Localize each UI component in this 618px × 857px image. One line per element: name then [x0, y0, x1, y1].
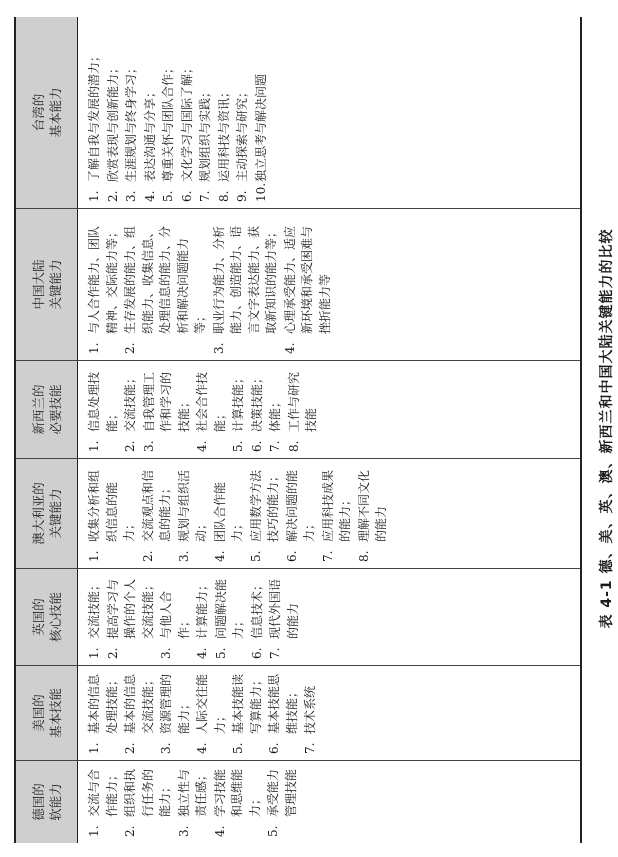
- item-text: 工作与研究技能: [286, 371, 318, 432]
- item-number: 9.: [235, 190, 249, 202]
- item-text: 独立性与责任感；: [176, 768, 208, 817]
- column-header-line: 澳大利亚的: [30, 482, 46, 545]
- item-text: 组织和执行任务的能力；: [123, 768, 172, 817]
- item-text: 理解不同文化的能力: [356, 469, 388, 542]
- list-item: [248, 465, 283, 562]
- list-item: [176, 767, 211, 837]
- item-number: 6.: [249, 440, 264, 452]
- column-header-text: [30, 688, 64, 738]
- item-text: 现代外国语的能力: [268, 578, 300, 639]
- list-item: [213, 575, 248, 659]
- item-number: 5.: [248, 550, 263, 562]
- column-header-line: 关键能力: [47, 488, 63, 539]
- item-number: 6.: [284, 550, 299, 562]
- column-header: [16, 209, 78, 360]
- item-number: 1.: [87, 742, 101, 754]
- column-header-line: 软能力: [47, 783, 63, 821]
- item-number: 4.: [282, 342, 297, 354]
- list-item: [212, 465, 247, 562]
- list-item: [265, 767, 300, 837]
- item-number: 1.: [87, 647, 101, 659]
- column-header: [16, 459, 78, 568]
- list-item: [356, 465, 391, 562]
- item-text: 交流观点和信息的能力；: [140, 469, 172, 542]
- list-item: [212, 767, 265, 837]
- item-number: 2.: [140, 550, 155, 562]
- column-header-line: 台湾的: [30, 93, 46, 132]
- column-header-line: 必要技能: [47, 384, 63, 435]
- item-number: 3.: [159, 647, 173, 659]
- item-number: 3.: [176, 550, 191, 562]
- item-number: 1.: [87, 550, 101, 562]
- list-item: [302, 672, 320, 754]
- table-column: [16, 17, 580, 209]
- list-item: [194, 575, 212, 659]
- item-number: 7.: [268, 440, 282, 452]
- table-caption: 表 4-1 德、美、英、澳、新西兰和中国大陆关键能力的比较: [599, 228, 615, 629]
- list-item: [140, 465, 175, 562]
- item-number: 2.: [105, 647, 120, 659]
- item-text: 学习技能和思维能力；: [212, 768, 262, 817]
- item-text: 生涯规划与终身学习；: [124, 61, 138, 182]
- column-header-text: [30, 783, 64, 821]
- list-item: [320, 465, 355, 562]
- item-number: 2.: [123, 742, 137, 754]
- list-item: [122, 215, 210, 354]
- item-number: 3.: [176, 825, 191, 837]
- list-item: [234, 23, 252, 202]
- list-item: [122, 367, 140, 452]
- list-item: [249, 367, 267, 452]
- item-number: 1.: [87, 825, 101, 837]
- list-item: [86, 672, 121, 754]
- item-number: 8.: [286, 440, 301, 452]
- item-text: 人际交往能力；: [195, 673, 227, 734]
- item-number: 6.: [249, 647, 264, 659]
- item-number: 3.: [124, 190, 138, 202]
- column-header-line: 基本能力: [47, 87, 63, 138]
- item-number: 4.: [212, 825, 227, 837]
- item-number: 6.: [267, 742, 281, 754]
- item-number: 4.: [195, 742, 209, 754]
- item-text: 自我管理工作和学习的技能；: [141, 371, 191, 432]
- item-number: 6.: [179, 190, 194, 202]
- item-text: 职业行为能力、分析能力、创造能力、语言文字表达能力、获取新知识的能力等；: [211, 225, 278, 334]
- comparison-table: [14, 17, 582, 843]
- table-column: [16, 361, 580, 459]
- column-header-text: [30, 88, 64, 138]
- item-number: 5.: [161, 190, 175, 202]
- list-item: [266, 672, 301, 754]
- table-column: [16, 761, 580, 843]
- list-item: [86, 575, 104, 659]
- list-item: [216, 23, 234, 202]
- list-item: [253, 23, 271, 202]
- item-number: 3.: [141, 440, 156, 452]
- column-header: [16, 17, 78, 208]
- table-column: [16, 209, 580, 361]
- item-text: 承受能力管理技能: [266, 768, 298, 817]
- item-number: 2.: [123, 440, 137, 452]
- list-item: [194, 672, 229, 754]
- column-body: [78, 361, 580, 458]
- list-item: [179, 23, 197, 202]
- item-text: 交流技能；: [87, 578, 101, 639]
- column-body: [78, 459, 580, 568]
- list-item: [230, 672, 265, 754]
- column-body: [78, 666, 580, 760]
- item-number: 1.: [87, 440, 101, 452]
- item-text: 技术系统: [303, 685, 317, 734]
- item-text: 基本的信息交流技能；: [123, 673, 155, 734]
- item-number: 5.: [266, 825, 280, 837]
- list-item: [267, 575, 302, 659]
- item-text: 与他人合作；: [159, 590, 191, 639]
- item-text: 应用科技成果的能力；: [320, 469, 352, 542]
- list-item: [86, 767, 121, 837]
- list-item: [160, 23, 178, 202]
- column-header-line: 基本技能: [47, 688, 63, 739]
- item-text: 资源管理的能力；: [159, 673, 191, 734]
- item-text: 计算技能；: [231, 371, 245, 432]
- column-header-line: 中国大陆: [30, 259, 46, 310]
- column-header-text: [30, 482, 64, 545]
- item-text: 收集分析和组织信息的能力；: [87, 469, 136, 542]
- item-number: 2.: [105, 190, 120, 202]
- item-number: 7.: [198, 190, 212, 202]
- item-text: 生存发展的能力、组织能力、收集信息、处理信息的能力、分析和解决问题能力等；: [123, 225, 207, 334]
- column-body: [78, 17, 580, 208]
- list-item: [249, 575, 267, 659]
- column-body: [78, 761, 580, 843]
- item-number: 7.: [320, 550, 335, 562]
- list-item: [197, 23, 215, 202]
- item-number: 8.: [216, 190, 231, 202]
- item-number: 2.: [123, 825, 137, 837]
- list-item: [176, 465, 211, 562]
- item-text: 信息处理技能；: [87, 371, 119, 432]
- list-item: [86, 23, 104, 202]
- column-header-line: 英国的: [30, 598, 46, 636]
- list-item: [86, 215, 121, 354]
- item-text: 问题解决能力；: [213, 578, 245, 639]
- item-number: 1.: [87, 190, 101, 202]
- item-text: 决策技能；: [249, 371, 264, 432]
- column-header: [16, 569, 78, 665]
- item-text: 主动探索与研究；: [235, 85, 249, 182]
- item-text: 表达沟通与分享；: [142, 85, 157, 182]
- column-header: [16, 761, 78, 843]
- list-item: [284, 465, 319, 562]
- column-body: [78, 209, 580, 360]
- item-text: 团队合作能力；: [212, 481, 244, 542]
- item-text: 提高学习与操作的个人交流技能；: [105, 578, 155, 639]
- item-text: 欣赏表现与创新能力；: [105, 61, 120, 182]
- item-text: 社会合作技能；: [195, 371, 227, 432]
- list-item: [122, 767, 175, 837]
- column-header-text: [30, 385, 64, 435]
- item-number: 4.: [212, 550, 227, 562]
- item-number: 7.: [303, 742, 317, 754]
- item-number: 5.: [231, 440, 245, 452]
- list-item: [141, 367, 194, 452]
- list-item: [230, 367, 248, 452]
- list-item: [105, 23, 123, 202]
- list-item: [86, 367, 121, 452]
- item-text: 体能；: [268, 395, 282, 432]
- column-header: [16, 666, 78, 760]
- item-text: 交流与合作能力；: [87, 768, 119, 817]
- item-text: 计算能力；: [195, 578, 209, 639]
- column-header-line: 核心技能: [47, 592, 63, 643]
- list-item: [211, 215, 281, 354]
- item-text: 独立思考与解决问题: [253, 73, 268, 182]
- item-text: 基本的信息处理技能；: [87, 673, 119, 734]
- list-item: [86, 465, 139, 562]
- list-item: [105, 575, 158, 659]
- list-item: [286, 367, 321, 452]
- item-number: 10.: [253, 182, 268, 202]
- column-header-line: 关键能力: [47, 259, 63, 310]
- item-text: 应用数学方法技巧的能力；: [248, 469, 280, 542]
- item-number: 4.: [195, 440, 209, 452]
- item-text: 解决问题的能力；: [284, 469, 316, 542]
- list-item: [158, 575, 193, 659]
- list-item: [194, 367, 229, 452]
- list-item: [282, 215, 335, 354]
- item-number: 2.: [123, 342, 137, 354]
- list-item: [158, 672, 193, 754]
- item-text: 运用科技与资讯；: [216, 85, 231, 182]
- table-column: [16, 666, 580, 761]
- item-text: 交流技能；: [123, 371, 137, 432]
- item-number: 7.: [268, 647, 282, 659]
- list-item: [267, 367, 285, 452]
- item-text: 心理承受能力、适应新环境和承受困难与挫折能力等: [282, 225, 332, 334]
- column-header-text: [30, 592, 64, 642]
- table-column: [16, 569, 580, 666]
- list-item: [122, 672, 157, 754]
- item-text: 基本技能读写算能力；: [231, 673, 263, 734]
- item-number: 5.: [213, 647, 228, 659]
- item-text: 文化学习与国际了解；: [179, 61, 194, 182]
- item-number: 8.: [356, 550, 371, 562]
- column-header-text: [30, 260, 64, 310]
- item-number: 1.: [87, 342, 101, 354]
- item-number: 4.: [195, 647, 209, 659]
- item-text: 了解自我与发展的潜力；: [87, 49, 101, 182]
- item-number: 4.: [142, 190, 157, 202]
- column-header-line: 德国的: [30, 783, 46, 821]
- column-header-line: 美国的: [30, 694, 46, 732]
- column-body: [78, 569, 580, 665]
- item-text: 信息技术；: [249, 578, 264, 639]
- item-text: 与人合作能力、团队精神、交际能力等；: [87, 225, 119, 334]
- table-column: [16, 459, 580, 569]
- item-text: 规划与组织活动；: [176, 469, 208, 542]
- item-number: 3.: [211, 342, 226, 354]
- item-number: 3.: [159, 742, 173, 754]
- item-number: 5.: [231, 742, 245, 754]
- column-header-line: 新西兰的: [30, 384, 46, 435]
- list-item: [123, 23, 141, 202]
- item-text: 规划组织与实践；: [198, 85, 212, 182]
- item-text: 尊重关怀与团队合作；: [161, 61, 175, 182]
- column-header: [16, 361, 78, 458]
- item-text: 基本技能思维技能；: [267, 673, 299, 734]
- list-item: [142, 23, 160, 202]
